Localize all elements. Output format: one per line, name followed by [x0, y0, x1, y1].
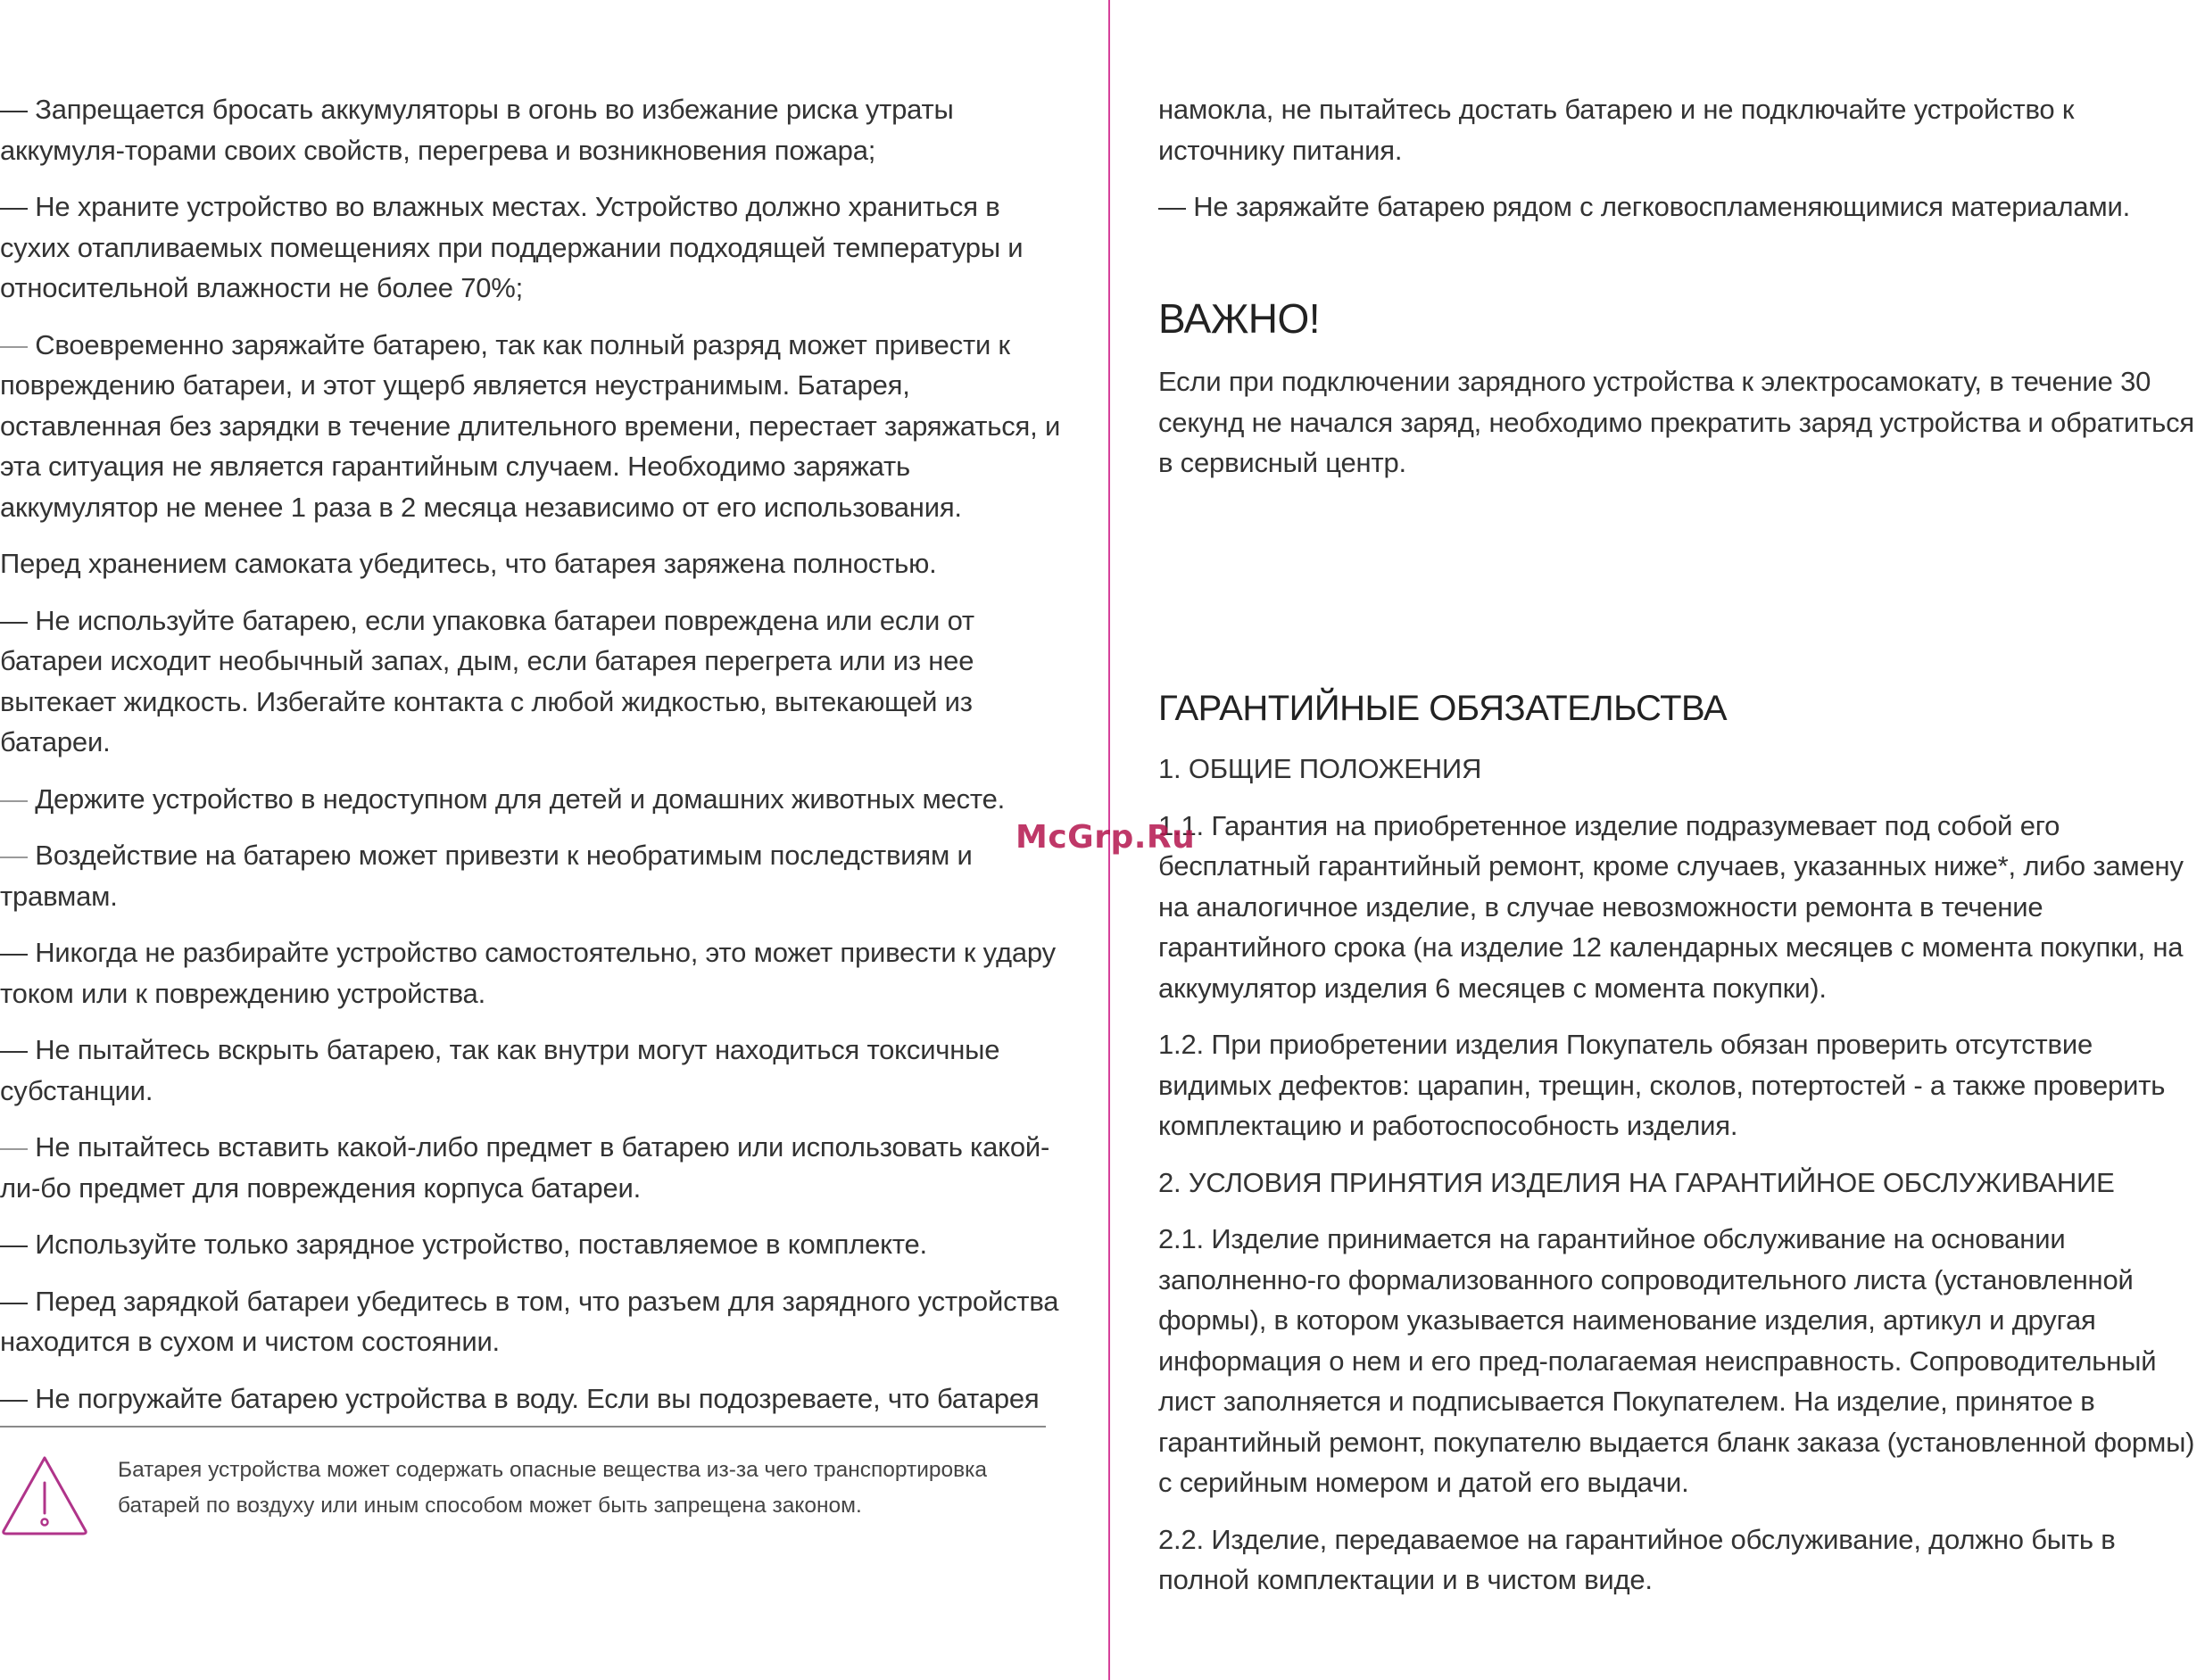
warranty-paragraph-2-2: 2.2. Изделие, передаваемое на гарантийное обслуживание, должно быть в полной комплектации и в чистом виде.	[1158, 1523, 2116, 1595]
dash: —	[0, 1131, 28, 1163]
left-paragraph	[0, 543, 1062, 584]
warranty-paragraph-2-1: 2.1. Изделие принимается на гарантийное обслуживание на основании заполненно-го формализованного сопроводительного листа (установленной формы), в котором указывается наименование изделия, артикул и другая информация о нем и его пред-полагаемая неисправность. Сопроводительный лист заполняется и подписывается Покупателем. На изделие, принятое в гарантийный ремонт, покупателю выдается бланк заказа (установленной формы) с серийным номером и датой его выдачи.	[1158, 1223, 2195, 1498]
paragraph-text: Не храните устройство во влажных местах. Устройство должно храниться в сухих отапливаемых помещениях при поддержании подходящей температуры и относительной влажности не более 70%;	[0, 191, 1024, 303]
dash: —	[0, 1382, 28, 1414]
left-page	[0, 89, 1062, 1435]
important-section	[1158, 361, 2202, 500]
important-text: Если при подключении зарядного устройства к электросамокату, в течение 30 секунд не начался заряд, необходимо прекратить заряд устройства и обратиться в сервисный центр.	[1158, 366, 2194, 478]
continuation-paragraph: — Не заряжайте батарею рядом с легковоспламеняющимися материалами.	[1158, 191, 2131, 222]
battery-transport-warning: Батарея устройства может содержать опасные вещества из-за чего транспортировка батарей по воздуху или иным способом может быть запрещена законом.	[118, 1458, 988, 1518]
left-paragraph	[0, 932, 1062, 1014]
paragraph-text: Перед хранением самоката убедитесь, что батарея заряжена полностью.	[0, 548, 937, 579]
paragraph-text: Держите устройство в недоступном для детей и домашних животных месте.	[27, 782, 1006, 815]
left-paragraph	[0, 186, 1062, 309]
left-paragraph	[0, 1224, 1062, 1265]
section-title-conditions: 2. УСЛОВИЯ ПРИНЯТИЯ ИЗДЕЛИЯ НА ГАРАНТИЙНОЕ ОБСЛУЖИВАНИЕ	[1158, 1166, 2115, 1198]
dash: —	[0, 191, 28, 222]
dash: —	[0, 840, 28, 871]
paragraph-text: Используйте только зарядное устройство, поставляемое в комплекте.	[27, 1229, 927, 1260]
dash: —	[0, 1285, 28, 1317]
section-title-general: 1. ОБЩИЕ ПОЛОЖЕНИЯ	[1158, 753, 1482, 784]
left-paragraph	[0, 325, 1062, 528]
continuation-paragraph: намокла, не пытайтесь достать батарею и не подключайте устройство к источнику питания.	[1158, 94, 2075, 166]
warranty-paragraph-1-1: 1.1. Гарантия на приобретенное изделие подразумевает под собой его бесплатный гарантийный ремонт, кроме случаев, указанных ниже*, либо замену на аналогичное изделие, в случае невозможности ремонта в течение гарантийного срока (на изделие 12 календарных месяцев с момента покупки, на аккумулятор изделия 6 месяцев с момента покупки).	[1158, 809, 2184, 1004]
dash: —	[0, 1229, 28, 1260]
dash: —	[0, 94, 28, 125]
left-paragraph	[0, 1030, 1062, 1111]
left-paragraph	[0, 1378, 1062, 1419]
paragraph-text: Воздействие на батарею может привезти к необратимым последствиям и травмам.	[0, 840, 973, 912]
right-page-continuation	[1158, 89, 2202, 244]
paragraph-text: Не пытайтесь вскрыть батарею, так как внутри могут находиться токсичные субстанции.	[0, 1034, 1000, 1106]
paragraph-text: Не погружайте батарею устройства в воду. Если вы подозреваете, что батарея	[27, 1382, 1040, 1414]
left-paragraph	[0, 1281, 1062, 1362]
paragraph-text: Перед зарядкой батареи убедитесь в том, что разъем для зарядного устройства находится в сухом и чистом состоянии.	[0, 1285, 1059, 1357]
dash: —	[0, 328, 28, 360]
site-watermark: McGrp.Ru	[1015, 819, 1196, 856]
warning-triangle-icon	[0, 1454, 89, 1536]
paragraph-text: Своевременно заряжайте батарею, так как полный разряд может привести к повреждению батареи, и этот ущерб является неустранимым. Батарея, оставленная без зарядки в течение длительного времени, перестает заряжаться, и эта ситуация не является гарантийным случаем. Необходимо заряжать аккумулятор не менее 1 раза в 2 месяца независимо от его использования.	[0, 328, 1061, 523]
left-paragraph	[0, 779, 1062, 820]
warranty-heading: ГАРАНТИЙНЫЕ ОБЯЗАТЕЛЬСТВА	[1158, 689, 1728, 728]
dash: —	[0, 1034, 28, 1065]
left-paragraph	[0, 89, 1062, 170]
paragraph-text: Запрещается бросать аккумуляторы в огонь во избежание риска утраты аккумуля-торами своих свойств, перегрева и возникновения пожара;	[0, 94, 954, 166]
paragraph-text: Не пытайтесь вставить какой-либо предмет в батарею или использовать какой-ли-бо предмет для повреждения корпуса батареи.	[0, 1131, 1050, 1204]
paragraph-text: Не используйте батарею, если упаковка батареи повреждена или если от батареи исходит необычный запах, дым, если батарея перегрета или из нее вытекает жидкость. Избегайте контакта с любой жидкостью, вытекающей из батареи.	[0, 604, 974, 757]
dash: —	[0, 937, 28, 968]
left-paragraph	[0, 600, 1062, 763]
warranty-section	[1158, 683, 2202, 1617]
warranty-paragraph-1-2: 1.2. При приобретении изделия Покупатель обязан проверить отсутствие видимых дефектов: царапин, трещин, сколов, потертостей - а также проверить комплектацию и работоспособность изделия.	[1158, 1029, 2166, 1141]
paragraph-text: Никогда не разбирайте устройство самостоятельно, это может привести к удару током или к повреждению устройства.	[0, 937, 1056, 1009]
dash: —	[0, 604, 28, 636]
warning-divider	[0, 1426, 1046, 1428]
left-paragraph	[0, 1127, 1062, 1208]
important-heading: ВАЖНО!	[1158, 295, 1321, 342]
left-paragraph	[0, 835, 1062, 916]
dash: —	[0, 782, 28, 815]
